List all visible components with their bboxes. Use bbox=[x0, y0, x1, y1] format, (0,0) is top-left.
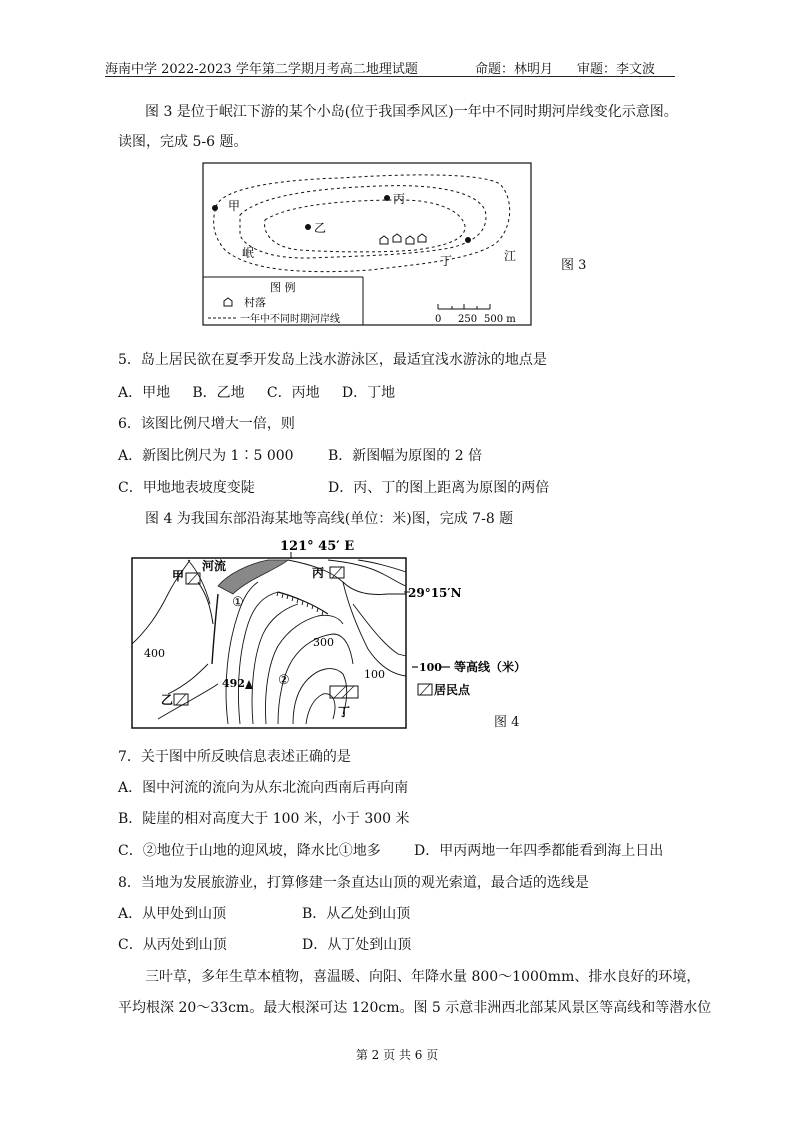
q6-option-c: C．甲地地表坡度变陡 bbox=[118, 480, 255, 496]
fig4-river: 河流 bbox=[202, 559, 227, 573]
q5-options: A．甲地 B．乙地 C．丙地 D．丁地 bbox=[118, 385, 396, 401]
reviewer: 审题：李文波 bbox=[577, 62, 656, 77]
q6-option-b: B．新图幅为原图的 2 倍 bbox=[328, 448, 483, 464]
q6-option-d: D．丙、丁的图上距离为原图的两倍 bbox=[328, 480, 550, 496]
fig4-contours bbox=[132, 560, 406, 724]
fig3-legend-village: 村落 bbox=[244, 296, 266, 309]
fig4-yi: 乙 bbox=[161, 693, 174, 707]
page-footer: 第 2 页 共 6 页 bbox=[355, 1048, 439, 1062]
fig4-v400: 400 bbox=[144, 647, 165, 660]
fig3-scale-250: 250 bbox=[458, 314, 478, 325]
fig4-legend-num: 100 bbox=[419, 661, 442, 674]
figure-4-map bbox=[128, 534, 548, 734]
q7-option-d: D．甲丙两地一年四季都能看到海上日出 bbox=[414, 843, 664, 859]
intro-fig4: 图 4 为我国东部沿海某地等高线(单位：米)图，完成 7-8 题 bbox=[145, 511, 514, 527]
fig3-min: 岷 bbox=[242, 246, 255, 260]
fig4-v100: 100 bbox=[364, 668, 385, 681]
clover-line2: 平均根深 20～33cm。最大根深可达 120cm。图 5 示意非洲西北部某风景区等高线和等潜水位 bbox=[118, 1000, 712, 1016]
fig4-latitude: 29°15′N bbox=[408, 586, 462, 600]
fig3-scale-500: 500 m bbox=[484, 314, 516, 325]
fig4-c1: ① bbox=[232, 595, 244, 610]
fig3-caption: 图 3 bbox=[561, 258, 587, 273]
fig4-c2: ② bbox=[278, 673, 290, 688]
fig4-jia: 甲 bbox=[172, 569, 185, 583]
page-header bbox=[105, 56, 675, 77]
fig4-caption: 图 4 bbox=[494, 715, 520, 730]
peak-icon bbox=[245, 680, 253, 689]
fig4-ding: 丁 bbox=[338, 705, 351, 719]
fig4-v300: 300 bbox=[313, 636, 334, 649]
q5-stem: 5．岛上居民欲在夏季开发岛上浅水游泳区，最适宜浅水游泳的地点是 bbox=[118, 352, 547, 368]
fig3-bing: 丙 bbox=[393, 192, 406, 206]
q8-stem: 8．当地为发展旅游业，打算修建一条直达山顶的观光索道，最合适的选线是 bbox=[118, 875, 589, 891]
figure-3-map bbox=[200, 160, 536, 328]
q8-option-c: C．从丙处到山顶 bbox=[118, 937, 227, 953]
q6-option-a: A．新图比例尺为 1∶5 000 bbox=[118, 448, 294, 464]
intro-fig3-line2: 读图，完成 5-6 题。 bbox=[118, 134, 248, 150]
q7-option-c: C．②地位于山地的迎风坡，降水比①地多 bbox=[118, 843, 381, 859]
fig4-bing: 丙 bbox=[312, 566, 325, 580]
q7-option-a: A．图中河流的流向为从东北流向西南后再向南 bbox=[118, 780, 409, 796]
q8-option-b: B．从乙处到山顶 bbox=[302, 906, 411, 922]
fig3-jia: 甲 bbox=[228, 199, 241, 213]
fig3-ding: 丁 bbox=[440, 254, 453, 268]
fig3-scale-0: 0 bbox=[435, 314, 442, 325]
fig3-jiang: 江 bbox=[504, 249, 517, 263]
legend-village-icon bbox=[224, 298, 232, 306]
fig3-legend-line: 一年中不同时期河岸线 bbox=[240, 314, 340, 325]
fig4-legend-contour: 等高线（米） bbox=[454, 660, 527, 674]
q8-option-d: D．从丁处到山顶 bbox=[302, 937, 412, 953]
clover-line1: 三叶草，多年生草本植物，喜温暖、向阳、年降水量 800～1000mm、排水良好的环境， bbox=[145, 969, 701, 985]
fig3-scale-bar bbox=[438, 304, 490, 309]
fig4-peak-value: 492 bbox=[222, 677, 245, 690]
q7-option-b: B．陡崖的相对高度大于 100 米，小于 300 米 bbox=[118, 811, 410, 827]
author: 命题：林明月 bbox=[475, 62, 554, 77]
fig3-yi: 乙 bbox=[314, 221, 327, 235]
fig4-longitude: 121° 45′ E bbox=[280, 539, 355, 554]
q7-stem: 7．关于图中所反映信息表述正确的是 bbox=[118, 749, 351, 765]
intro-fig3-line1: 图 3 是位于岷江下游的某个小岛(位于我国季风区)一年中不同时期河岸线变化示意图。 bbox=[145, 104, 678, 120]
q6-stem: 6．该图比例尺增大一倍，则 bbox=[118, 416, 295, 432]
fig3-legend-title: 图 例 bbox=[270, 281, 296, 294]
fig4-legend-settlement: 居民点 bbox=[434, 683, 471, 697]
village-icon bbox=[380, 234, 426, 244]
q8-option-a: A．从甲处到山顶 bbox=[118, 906, 227, 922]
exam-title: 海南中学 2022-2023 学年第二学期月考高二地理试题 bbox=[105, 62, 418, 77]
